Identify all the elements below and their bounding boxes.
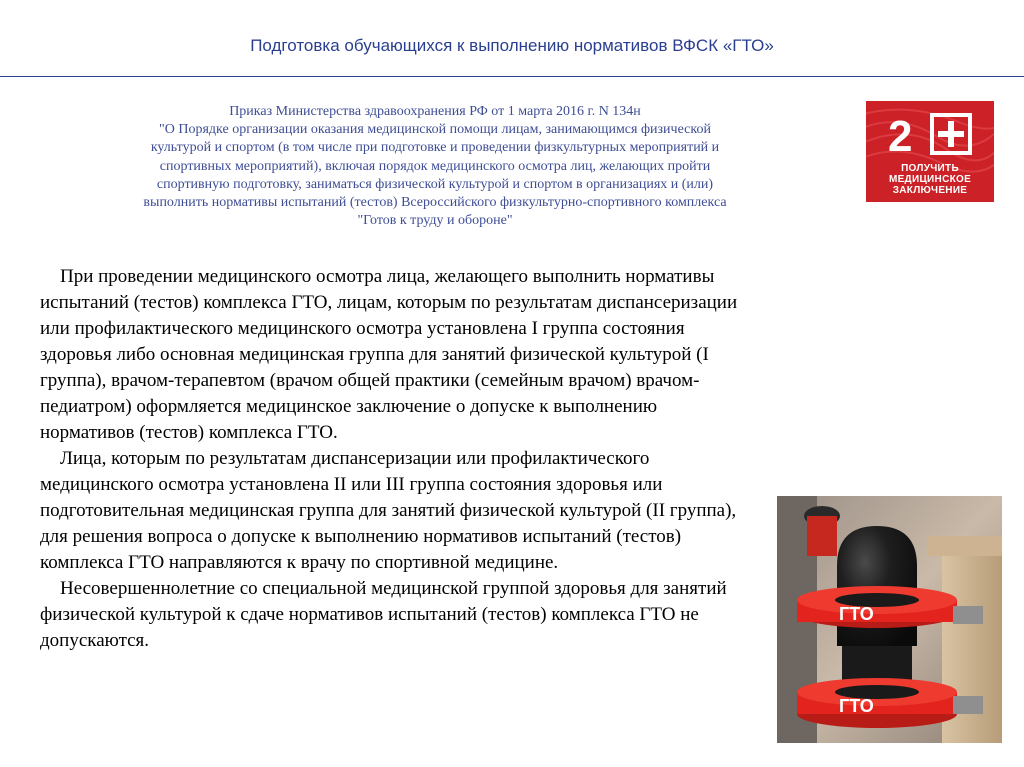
order-line: "Готов к труду и обороне" (357, 213, 513, 229)
header-divider (0, 76, 1024, 77)
slide-title: Подготовка обучающихся к выполнению нормативов ВФСК «ГТО» (250, 36, 774, 55)
order-line: "О Порядке организации оказания медицинской помощи лицам, занимающимся физической (159, 122, 711, 138)
badge-number: 2 (888, 112, 913, 161)
main-text (40, 264, 750, 654)
order-line: культурой и спортом (в том числе при подготовке и проведении физкультурных мероприятий и (150, 140, 720, 156)
order-line: Приказ Министерства здравоохранения РФ от 1 марта 2016 г. N 134н (229, 104, 641, 119)
order-line: спортивных мероприятий), включая порядок медицинского осмотра лиц, желающих пройти (159, 158, 711, 174)
ring-label-lower: ГТО (839, 696, 874, 716)
paragraph-restriction: Несовершеннолетние со специальной медицинской группой здоровья для занятий физической культурой к сдаче нормативов испытаний (тестов) комплекса ГТО не допускаются. (40, 578, 727, 651)
gto-pull-up-bar-image (777, 496, 1002, 743)
order-citation (40, 103, 830, 230)
paragraph-admission: При проведении медицинского осмотра лица, желающего выполнить нормативы испытаний (тестов) комплекса ГТО, лицам, которым по результатам диспансеризации или профилактического медицинского осмотра установлена I группа состояния здоровья либо основная медицинская группа для занятий физической культурой (I группа), врачом-терапевтом (врачом общей практики (семейным врачом) врачом-педиатром) оформляется медицинское заключение о допуске к выполнению нормативов (тестов) комплекса ГТО. (40, 266, 738, 443)
badge-line-3: ЗАКЛЮЧЕНИЕ (892, 185, 968, 196)
paragraph-referral: Лица, которым по результатам диспансеризации или профилактического медицинского осмотра установлена II или III группа состояния здоровья или подготовительная медицинская группа для занятий физической культурой (II группа), для решения вопроса о допуске к выполнению нормативов испытаний (тестов) комплекса ГТО направляются к врачу по спортивной медицине. (40, 448, 737, 573)
order-line: спортивную подготовку, заниматься физической культурой и спортом в организациях и (или) (156, 176, 714, 192)
ring-label-upper: ГТО (839, 604, 874, 624)
gto-equipment-photo (777, 496, 1002, 743)
plus-icon (932, 115, 970, 153)
order-line: выполнить нормативы испытаний (тестов) Всероссийского физкультурно-спортивного комплекса (143, 195, 727, 211)
medical-certificate-badge (866, 101, 994, 202)
badge-line-2: МЕДИЦИНСКОЕ (888, 174, 972, 185)
badge-line-1: ПОЛУЧИТЬ (901, 163, 959, 174)
